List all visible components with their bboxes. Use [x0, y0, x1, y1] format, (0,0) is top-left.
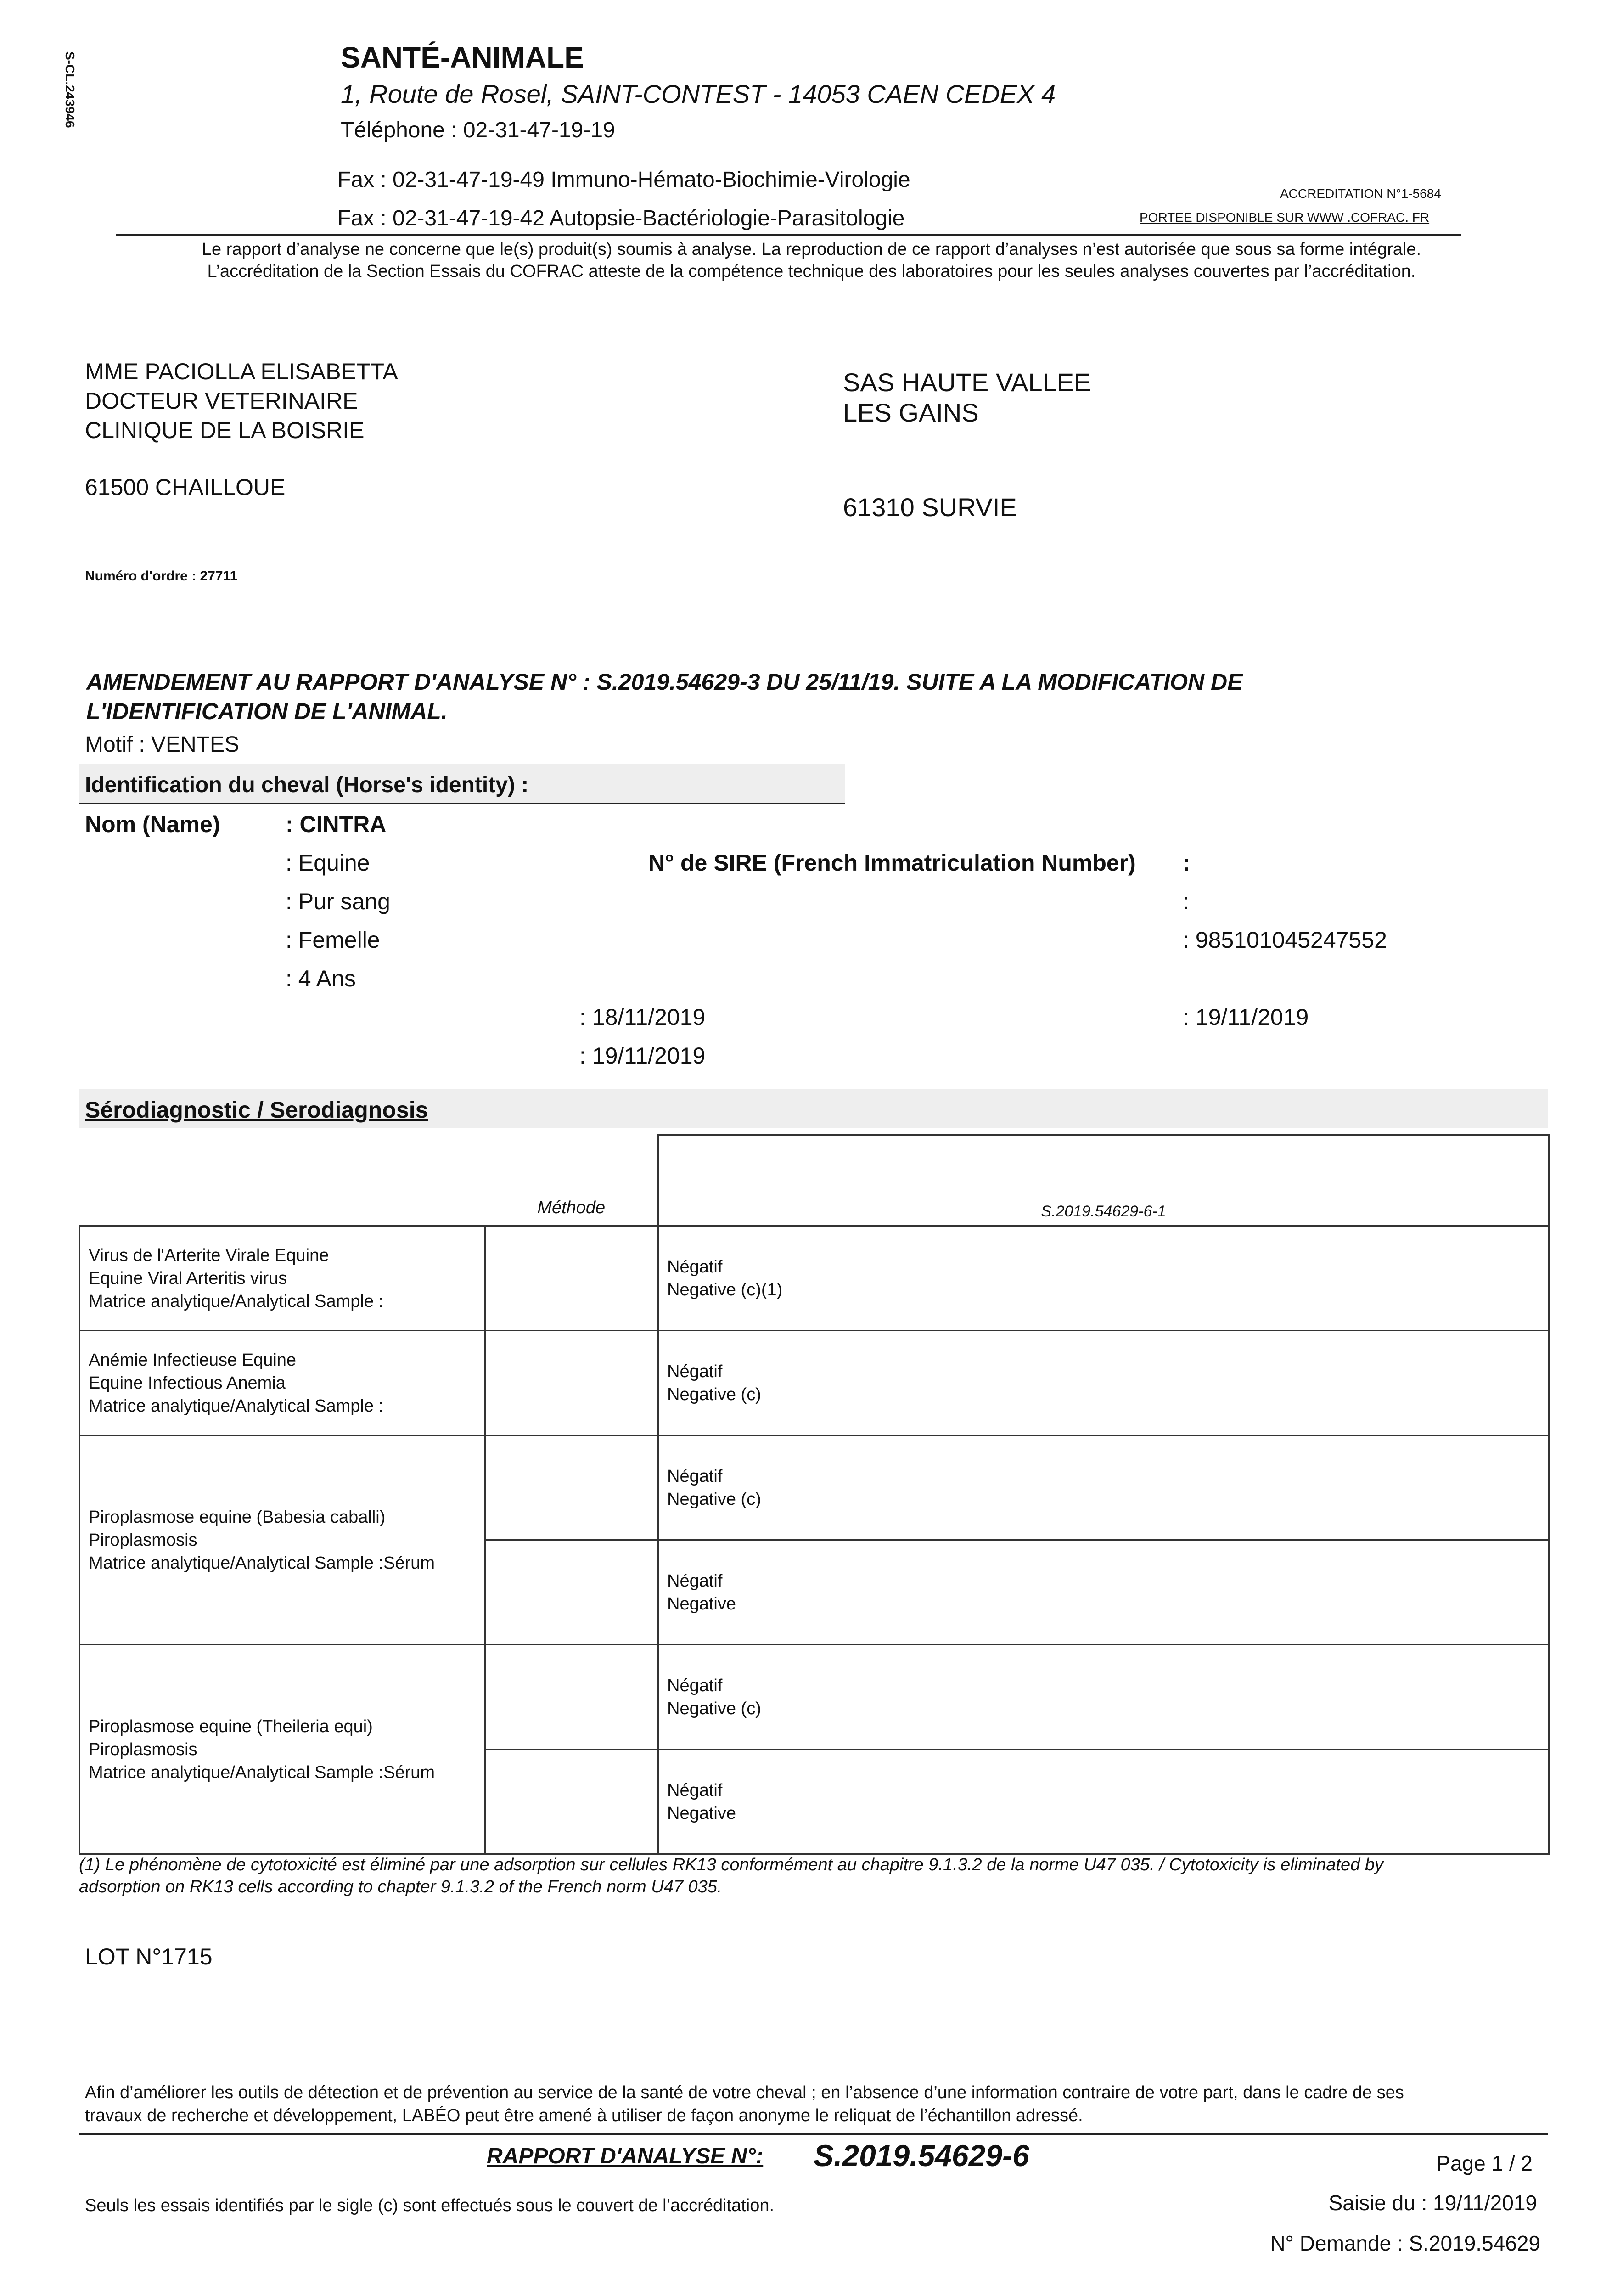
footnote-line-1: (1) Le phénomène de cytotoxicité est éliminé par une adsorption sur cellules RK13 conformément au chapitre 9.1.3.2 de la norme U47 035. / Cytotoxicity is eliminated by [79, 1855, 1383, 1874]
lot-number: LOT N°1715 [85, 1944, 213, 1970]
accreditation-number: ACCREDITATION N°1-5684 [1280, 186, 1441, 201]
identity-section-title: Identification du cheval (Horse's identity) : [85, 773, 529, 797]
lab-address: 1, Route de Rosel, SAINT-CONTEST - 14053 CAEN CEDEX 4 [341, 79, 1056, 108]
vet-name: MME PACIOLLA ELISABETTA [85, 359, 398, 384]
owner-name: SAS HAUTE VALLEE [843, 368, 1091, 397]
vet-title: DOCTEUR VETERINAIRE [85, 388, 358, 414]
order-number: Numéro d'ordre : 27711 [85, 568, 238, 584]
horse-sex: : Femelle [286, 927, 380, 953]
result-cell [658, 1540, 1549, 1645]
analysis-name-cell [80, 1435, 485, 1645]
report-number-label: RAPPORT D'ANALYSE N°: [487, 2144, 764, 2168]
result-fr: Négatif [667, 1676, 723, 1695]
cofrac-link[interactable]: PORTEE DISPONIBLE SUR WWW .COFRAC. FR [1140, 210, 1430, 225]
result-en: Negative [667, 1803, 736, 1823]
analysis-name-cell [80, 1226, 485, 1331]
footer-divider [79, 2133, 1548, 2135]
result-cell [658, 1750, 1549, 1854]
date-2: : 19/11/2019 [1183, 1004, 1309, 1030]
disclaimer-line-2: L’accréditation de la Section Essais du COFRAC atteste de la compétence technique des laboratoires pour les seules analyses couvertes par l’accréditation. [207, 262, 1416, 281]
owner-street: LES GAINS [843, 398, 979, 427]
table-row [80, 1435, 1549, 1540]
lab-name: SANTÉ-ANIMALE [341, 41, 584, 74]
result-fr: Négatif [667, 1571, 723, 1591]
info-line-1: Afin d’améliorer les outils de détection et de prévention au service de la santé de votre cheval ; en l’absence d’une information contraire de votre part, dans le cadre de ses [85, 2083, 1404, 2102]
result-cell [658, 1226, 1549, 1331]
table-row [80, 1645, 1549, 1750]
result-fr: Négatif [667, 1362, 723, 1381]
method-header: Méthode [485, 1135, 658, 1226]
sire-label: N° de SIRE (French Immatriculation Number) [648, 850, 1136, 876]
date-1: : 18/11/2019 [579, 1004, 706, 1030]
analysis-name-fr: Anémie Infectieuse Equine [89, 1350, 297, 1370]
blank-field-colon: : [1183, 889, 1189, 914]
analysis-name-en: Equine Infectious Anemia [89, 1373, 286, 1393]
analysis-name-en: Piroplasmosis [89, 1739, 197, 1759]
result-fr: Négatif [667, 1257, 723, 1277]
method-cell [485, 1226, 658, 1331]
method-cell [485, 1540, 658, 1645]
report-number: S.2019.54629-6 [814, 2138, 1029, 2172]
page-indicator: Page 1 / 2 [1436, 2151, 1533, 2175]
vet-clinic: CLINIQUE DE LA BOISRIE [85, 417, 365, 443]
serodiagnosis-table [79, 1134, 1550, 1855]
request-number: N° Demande : S.2019.54629 [1270, 2231, 1540, 2255]
analysis-name-fr: Virus de l'Arterite Virale Equine [89, 1245, 329, 1265]
result-en: Negative (c)(1) [667, 1280, 783, 1300]
horse-name-value: : CINTRA [286, 811, 387, 837]
analysis-name-fr: Piroplasmose equine (Babesia caballi) [89, 1507, 386, 1527]
sample-header: S.2019.54629-6-1 [658, 1135, 1549, 1226]
horse-age: : 4 Ans [286, 966, 356, 991]
amendment-line-2: L'IDENTIFICATION DE L'ANIMAL. [86, 698, 448, 724]
result-en: Negative (c) [667, 1699, 761, 1718]
side-reference-code: S-CL.243946 [63, 51, 77, 128]
horse-species: : Equine [286, 850, 370, 876]
motif: Motif : VENTES [85, 732, 240, 757]
serodiagnosis-section-title: Sérodiagnostic / Serodiagnosis [85, 1097, 428, 1123]
result-cell [658, 1435, 1549, 1540]
analysis-sample: Matrice analytique/Analytical Sample :Sérum [89, 1553, 435, 1573]
table-row [80, 1226, 1549, 1331]
analysis-sample: Matrice analytique/Analytical Sample : [89, 1291, 384, 1311]
disclaimer-line-1: Le rapport d’analyse ne concerne que le(s) produit(s) soumis à analyse. La reproduction de ce rapport d’analyses n’est autorisée que sous sa forme intégrale. [202, 240, 1421, 259]
vet-city: 61500 CHAILLOUE [85, 474, 286, 500]
footnote-line-2: adsorption on RK13 cells according to chapter 9.1.3.2 of the French norm U47 035. [79, 1877, 722, 1896]
entry-date: Saisie du : 19/11/2019 [1328, 2191, 1537, 2215]
info-line-2: travaux de recherche et développement, LABÉO peut être amené à utiliser de façon anonyme le reliquat de l’échantillon adressé. [85, 2106, 1083, 2125]
analysis-name-en: Piroplasmosis [89, 1530, 197, 1550]
horse-chip-number: : 985101045247552 [1183, 927, 1387, 953]
analysis-name-fr: Piroplasmose equine (Theileria equi) [89, 1716, 373, 1736]
table-header-row [80, 1135, 1549, 1226]
analysis-name-en: Equine Viral Arteritis virus [89, 1268, 287, 1288]
analysis-name-cell [80, 1645, 485, 1854]
analysis-sample: Matrice analytique/Analytical Sample :Sérum [89, 1762, 435, 1782]
horse-name-label: Nom (Name) [85, 811, 220, 837]
lab-phone: Téléphone : 02-31-47-19-19 [341, 118, 615, 142]
method-cell [485, 1645, 658, 1750]
method-cell [485, 1750, 658, 1854]
result-en: Negative (c) [667, 1489, 761, 1509]
lab-fax-1: Fax : 02-31-47-19-49 Immuno-Hémato-Biochimie-Virologie [337, 168, 910, 192]
analysis-name-cell [80, 1331, 485, 1435]
identity-section-underline [79, 803, 845, 804]
result-en: Negative (c) [667, 1384, 761, 1404]
result-en: Negative [667, 1594, 736, 1614]
horse-breed: : Pur sang [286, 889, 390, 914]
result-fr: Négatif [667, 1466, 723, 1486]
analysis-sample: Matrice analytique/Analytical Sample : [89, 1396, 384, 1416]
lab-fax-2: Fax : 02-31-47-19-42 Autopsie-Bactériologie-Parasitologie [337, 206, 905, 231]
result-cell [658, 1645, 1549, 1750]
amendment-line-1: AMENDEMENT AU RAPPORT D'ANALYSE N° : S.2019.54629-3 DU 25/11/19. SUITE A LA MODIFICATION DE [86, 669, 1243, 695]
result-fr: Négatif [667, 1780, 723, 1800]
sire-colon: : [1183, 850, 1191, 876]
owner-city: 61310 SURVIE [843, 493, 1017, 522]
table-row [80, 1331, 1549, 1435]
result-cell [658, 1331, 1549, 1435]
date-3: : 19/11/2019 [579, 1043, 706, 1069]
header-divider [116, 234, 1461, 236]
accreditation-note: Seuls les essais identifiés par le sigle (c) sont effectués sous le couvert de l’accréditation. [85, 2196, 775, 2215]
method-cell [485, 1435, 658, 1540]
method-cell [485, 1331, 658, 1435]
